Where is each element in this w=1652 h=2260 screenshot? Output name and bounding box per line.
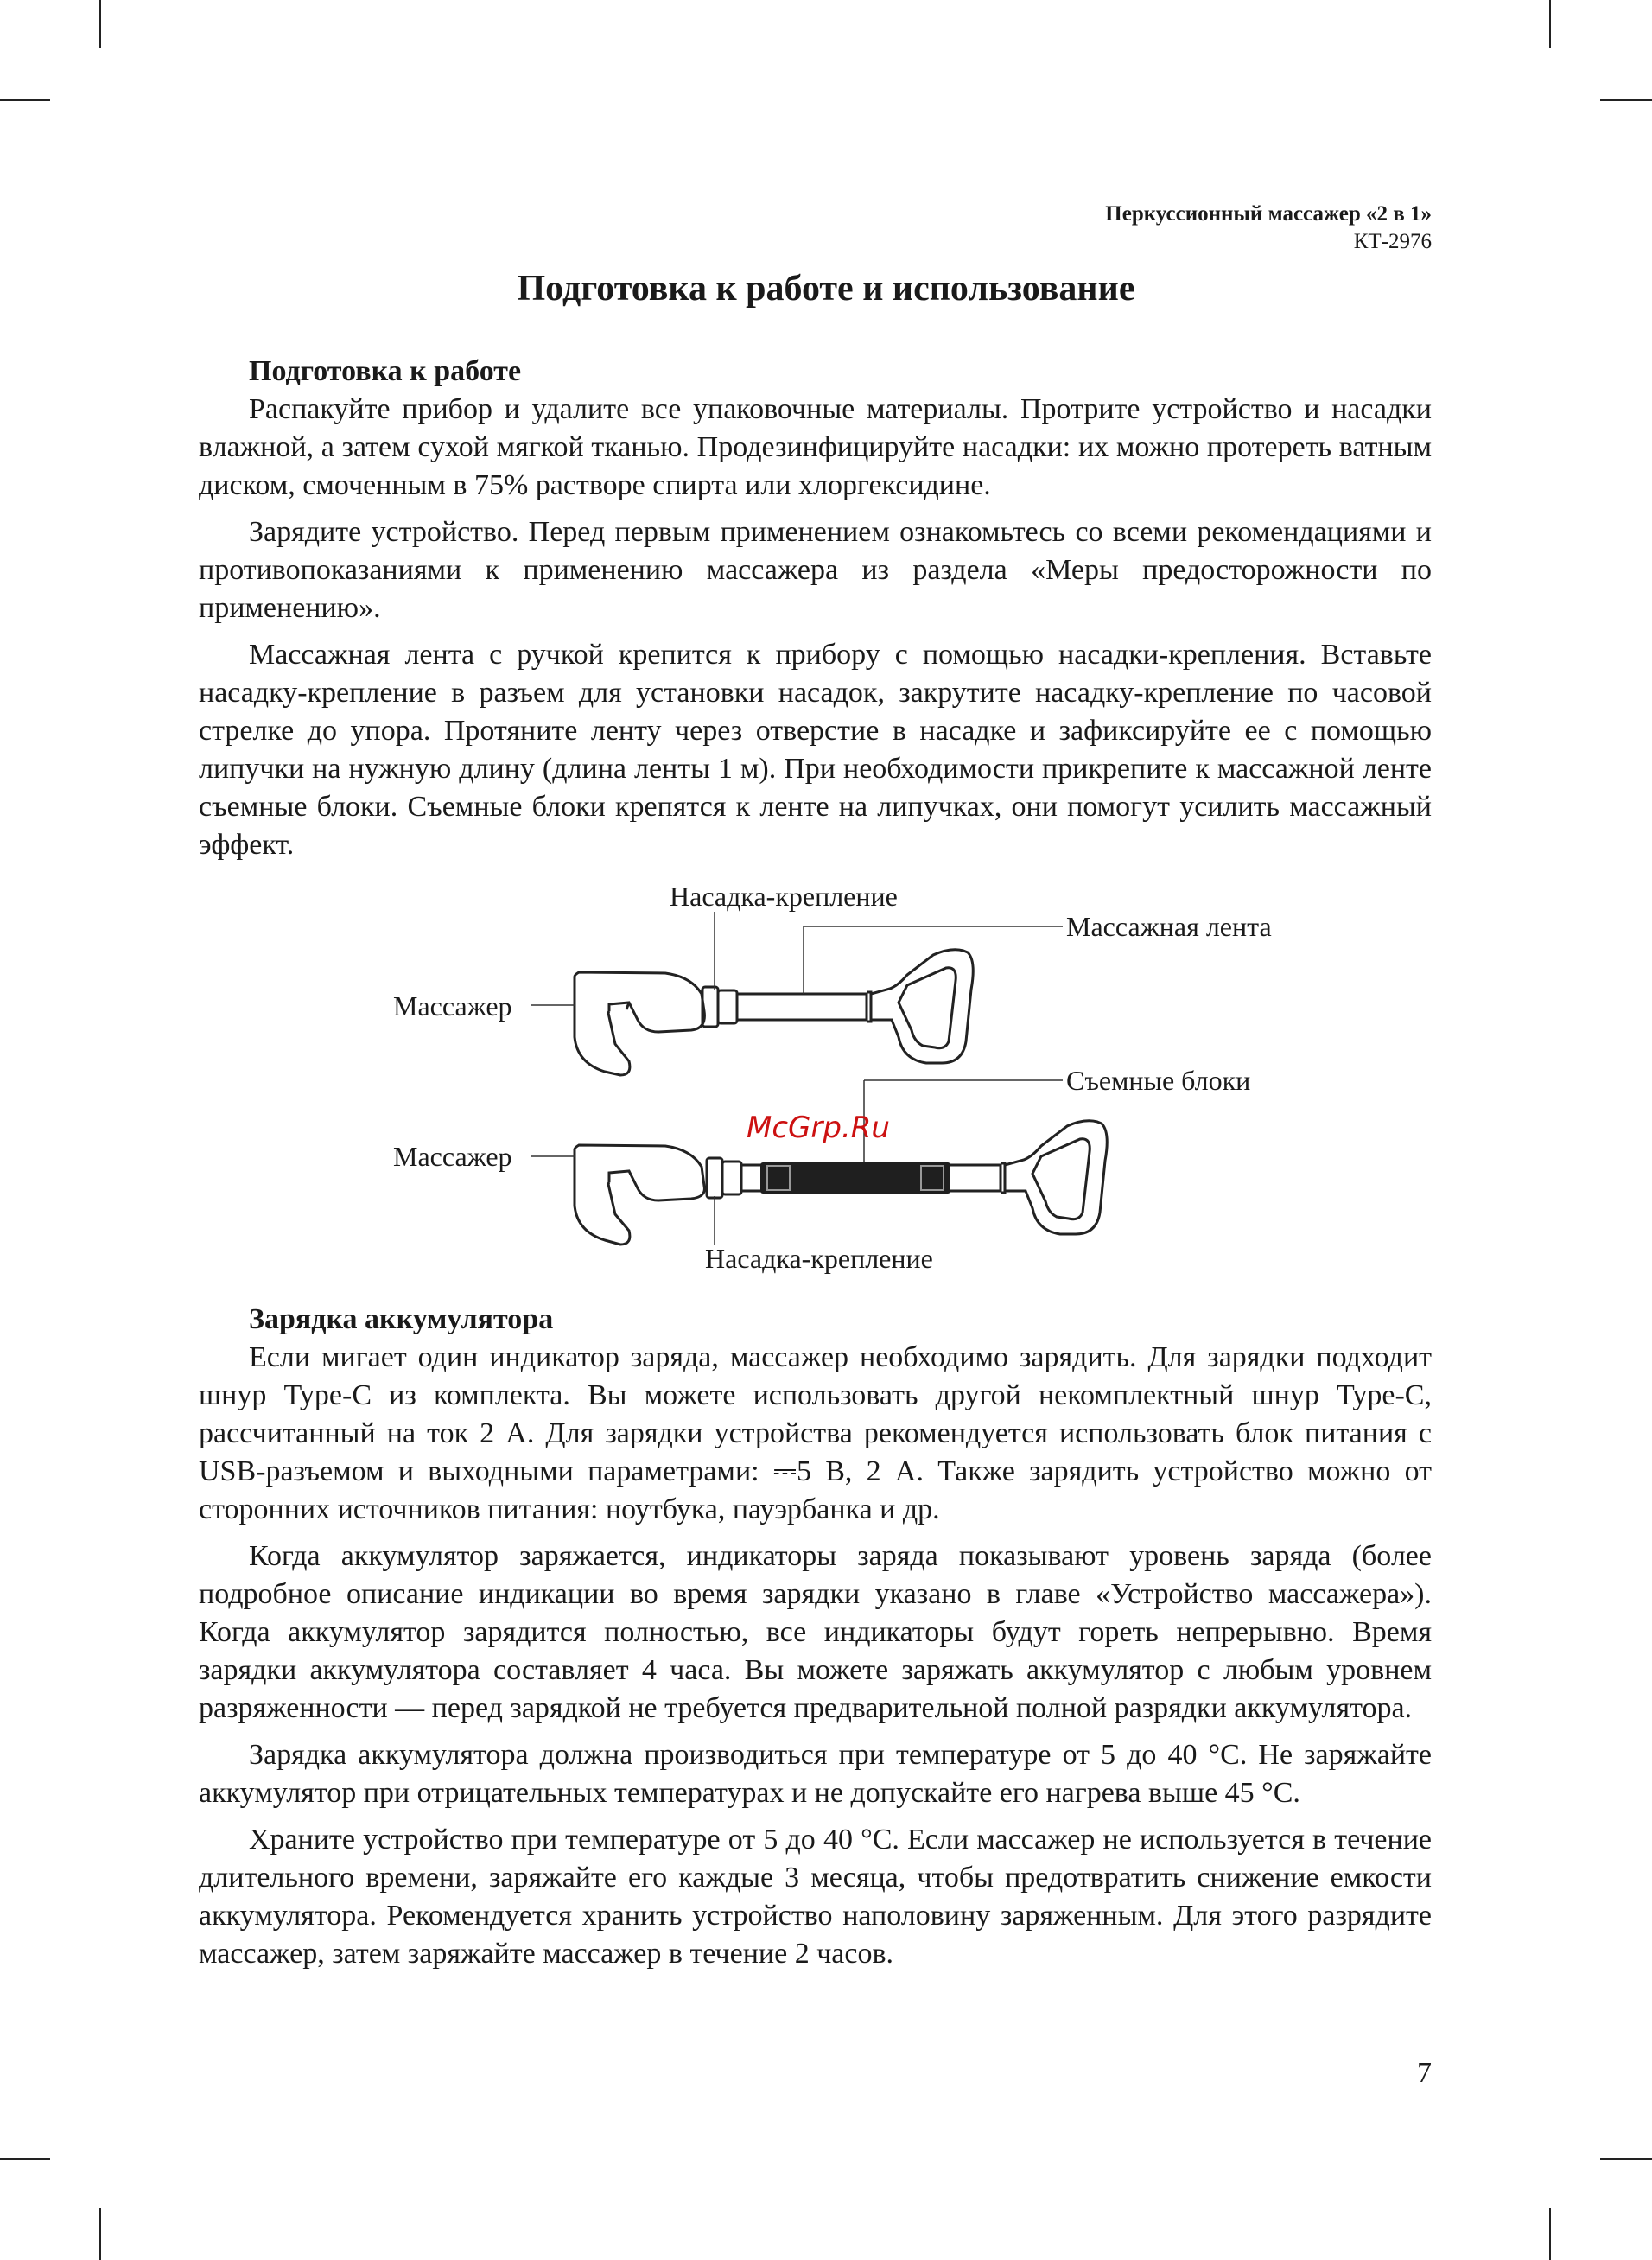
label-attachment-bottom: Насадка-крепление bbox=[705, 1243, 933, 1274]
paragraph: Массажная лента с ручкой крепится к прибору с помощью насадки-крепления. Вставьте насадку-крепление в разъем для установки насадок, закрутите насадку-крепление по часовой стрелке до упора. Протяните ленту через отверстие в насадке и зафиксируйте ее с помощью липучки на нужную длину (длина ленты 1 м). При необходимости прикрепите к массажной ленте съемные блоки. Съемные блоки крепятся к ленте на липучках, они помогут усилить массажный эффект. bbox=[199, 639, 1432, 861]
header-product: Перкуссионный массажер «2 в 1» bbox=[1105, 202, 1432, 226]
label-massage-tape: Массажная лента bbox=[1066, 911, 1272, 942]
paragraph: Когда аккумулятор заряжается, индикаторы заряда показывают уровень заряда (более подробное описание индикации во время зарядки указано в главе «Устройство массажера»). Когда аккумулятор зарядится полностью, все индикаторы будут гореть непрерывно. Время зарядки аккумулятора составляет 4 часа. Вы можете заряжать аккумулятор с любым уровнем разряженности — перед зарядкой не требуется предварительной полной разрядки аккумулятора. bbox=[199, 1540, 1432, 1724]
label-removable-blocks: Съемные блоки bbox=[1066, 1065, 1251, 1096]
running-header bbox=[1105, 201, 1432, 256]
section-preparation bbox=[199, 353, 1432, 873]
crop-mark bbox=[0, 2158, 50, 2160]
header-model: КТ-2976 bbox=[1353, 230, 1432, 253]
massager-top-illustration bbox=[575, 950, 973, 1075]
removable-blocks-illustration bbox=[760, 1162, 950, 1194]
crop-mark bbox=[99, 2208, 101, 2260]
paragraph: Зарядите устройство. Перед первым применением ознакомьтесь со всеми рекомендациями и противопоказаниями к применению массажера из раздела «Меры предосторожности по применению». bbox=[199, 516, 1432, 624]
paragraph: Зарядка аккумулятора должна производиться при температуре от 5 до 40 °С. Не заряжайте аккумулятор при отрицательных температурах и не допускайте его нагрева выше 45 °С. bbox=[199, 1739, 1432, 1809]
label-massager-bottom: Массажер bbox=[393, 1141, 512, 1172]
paragraph: Храните устройство при температуре от 5 до 40 °С. Если массажер не используется в течение длительного времени, заряжайте его каждые 3 месяца, чтобы предотвратить снижение емкости аккумулятора. Рекомендуется хранить устройство наполовину заряженным. Для этого разрядите массажер, затем заряжайте массажер в течение 2 часов. bbox=[199, 1824, 1432, 1970]
crop-mark bbox=[1549, 2208, 1551, 2260]
crop-mark bbox=[1600, 2158, 1652, 2160]
crop-mark bbox=[0, 99, 50, 101]
watermark: McGrp.Ru bbox=[747, 1111, 890, 1145]
label-attachment-top: Насадка-крепление bbox=[670, 881, 898, 912]
label-massager-top: Массажер bbox=[393, 990, 512, 1022]
paragraph: Если мигает один индикатор заряда, массажер необходимо зарядить. Для зарядки подходит шнур Type-C из комплекта. Вы можете использовать другой некомплектный шнур Type-C, рассчитанный на ток 2 А. Для зарядки устройства рекомендуется использовать блок питания с USB-разъемом и выходными параметрами: ⎓5 В, 2 А. Также зарядить устройство можно от сторонних источников питания: ноутбука, пауэрбанка и др. bbox=[199, 1341, 1432, 1525]
page-number: 7 bbox=[1417, 2057, 1432, 2089]
crop-mark bbox=[1600, 99, 1652, 101]
page-title: Подготовка к работе и использование bbox=[517, 269, 1135, 309]
section-heading: Зарядка аккумулятора bbox=[249, 1303, 554, 1335]
section-heading: Подготовка к работе bbox=[249, 355, 522, 387]
section-charging bbox=[199, 1301, 1432, 1982]
crop-mark bbox=[99, 0, 101, 48]
paragraph: Распакуйте прибор и удалите все упаковочные материалы. Протрите устройство и насадки влажной, а затем сухой мягкой тканью. Продезинфицируйте насадки: их можно протереть ватным диском, смоченным в 75% растворе спирта или хлоргексидине. bbox=[199, 393, 1432, 501]
crop-mark bbox=[1549, 0, 1551, 48]
